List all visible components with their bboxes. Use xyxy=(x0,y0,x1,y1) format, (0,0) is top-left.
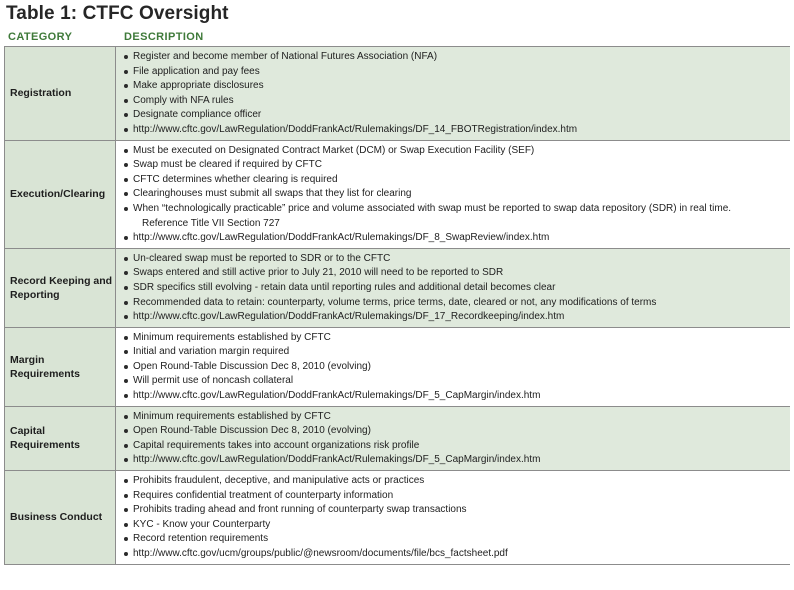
table-row-capital-requirements xyxy=(4,407,790,471)
list-item: KYC - Know your Counterparty xyxy=(123,518,790,533)
link-item[interactable]: http://www.cftc.gov/ucm/groups/public/@newsroom/documents/file/bcs_factsheet.pdf xyxy=(123,547,790,562)
category-cell: Execution/Clearing xyxy=(4,141,116,248)
category-cell: Record Keeping and Reporting xyxy=(4,249,116,327)
list-item: Capital requirements takes into account organizations risk profile xyxy=(123,439,790,454)
list-item: Prohibits trading ahead and front running of counterparty swap transactions xyxy=(123,503,790,518)
column-header-category: CATEGORY xyxy=(8,31,73,43)
description-cell xyxy=(116,141,790,248)
description-cell xyxy=(116,407,790,470)
description-cell xyxy=(116,47,790,140)
table-title: Table 1: CTFC Oversight xyxy=(6,3,229,24)
description-cell xyxy=(116,249,790,327)
table-row-business-conduct xyxy=(4,471,790,565)
table-row-execution-clearing xyxy=(4,141,790,249)
category-cell: Registration xyxy=(4,47,116,140)
link-item[interactable]: http://www.cftc.gov/LawRegulation/DoddFrankAct/Rulemakings/DF_8_SwapReview/index.htm xyxy=(123,231,790,246)
description-cell xyxy=(116,471,790,564)
list-item: CFTC determines whether clearing is required xyxy=(123,173,790,188)
list-item: When “technologically practicable” price and volume associated with swap must be reported to swap data repository (SDR) in real time. xyxy=(123,202,790,217)
list-item: Un-cleared swap must be reported to SDR or to the CFTC xyxy=(123,252,790,267)
oversight-table xyxy=(4,46,790,565)
list-item: Initial and variation margin required xyxy=(123,345,790,360)
table-row-margin-requirements xyxy=(4,328,790,407)
link-item[interactable]: http://www.cftc.gov/LawRegulation/DoddFrankAct/Rulemakings/DF_14_FBOTRegistration/index.htm xyxy=(123,123,790,138)
list-item: SDR specifics still evolving - retain data until reporting rules and additional detail becomes clear xyxy=(123,281,790,296)
list-item: Register and become member of National Futures Association (NFA) xyxy=(123,50,790,65)
category-cell: Capital Requirements xyxy=(4,407,116,470)
category-cell: Business Conduct xyxy=(4,471,116,564)
list-item-continuation: Reference Title VII Section 727 xyxy=(142,217,280,229)
list-item: Minimum requirements established by CFTC xyxy=(123,410,790,425)
table-row-registration xyxy=(4,47,790,141)
list-item: Swap must be cleared if required by CFTC xyxy=(123,158,790,173)
list-item: Open Round-Table Discussion Dec 8, 2010 (evolving) xyxy=(123,424,790,439)
list-item: Designate compliance officer xyxy=(123,108,790,123)
link-item[interactable]: http://www.cftc.gov/LawRegulation/DoddFrankAct/Rulemakings/DF_5_CapMargin/index.htm xyxy=(123,389,790,404)
description-cell xyxy=(116,328,790,406)
list-item: Clearinghouses must submit all swaps that they list for clearing xyxy=(123,187,790,202)
link-item[interactable]: http://www.cftc.gov/LawRegulation/DoddFrankAct/Rulemakings/DF_17_Recordkeeping/index.htm xyxy=(123,310,790,325)
list-item: Comply with NFA rules xyxy=(123,94,790,109)
table-row-record-keeping xyxy=(4,249,790,328)
column-header-description: DESCRIPTION xyxy=(124,31,204,43)
list-item: Requires confidential treatment of counterparty information xyxy=(123,489,790,504)
category-cell: Margin Requirements xyxy=(4,328,116,406)
list-item: Recommended data to retain: counterparty, volume terms, price terms, date, cleared or not, any modifications of terms xyxy=(123,296,790,311)
list-item: Must be executed on Designated Contract Market (DCM) or Swap Execution Facility (SEF) xyxy=(123,144,790,159)
list-item: File application and pay fees xyxy=(123,65,790,80)
list-item: Prohibits fraudulent, deceptive, and manipulative acts or practices xyxy=(123,474,790,489)
list-item: Minimum requirements established by CFTC xyxy=(123,331,790,346)
list-item: Swaps entered and still active prior to July 21, 2010 will need to be reported to SDR xyxy=(123,266,790,281)
list-item: Make appropriate disclosures xyxy=(123,79,790,94)
link-item[interactable]: http://www.cftc.gov/LawRegulation/DoddFrankAct/Rulemakings/DF_5_CapMargin/index.htm xyxy=(123,453,790,468)
list-item: Will permit use of noncash collateral xyxy=(123,374,790,389)
list-item: Record retention requirements xyxy=(123,532,790,547)
list-item: Open Round-Table Discussion Dec 8, 2010 (evolving) xyxy=(123,360,790,375)
